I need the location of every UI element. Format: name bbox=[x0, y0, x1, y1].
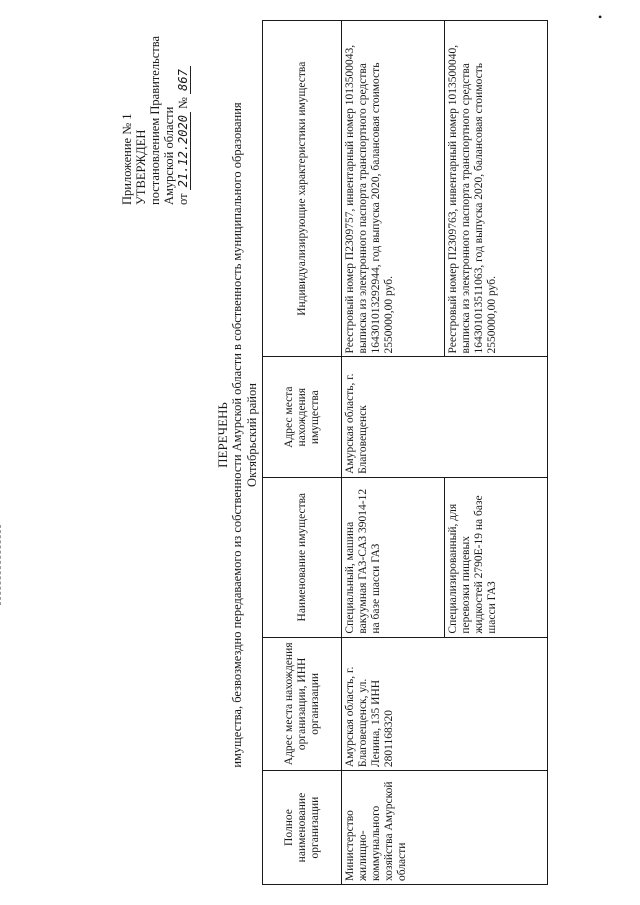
approval-line-2: УТВЕРЖДЕН bbox=[134, 129, 148, 205]
table-row bbox=[342, 21, 445, 885]
header-org-name: Полное наименование организации bbox=[263, 771, 342, 885]
number-prefix: № bbox=[176, 97, 190, 109]
scan-mark: • bbox=[598, 10, 603, 24]
approval-line-3: постановлением Правительства bbox=[148, 35, 162, 205]
title-line-1: имущества, безвозмездно передаваемого из собственности Амурской области в собственность муниципального образования bbox=[230, 102, 244, 768]
property-table-wrapper bbox=[262, 20, 548, 885]
approval-date-line bbox=[176, 5, 190, 205]
date-value: 21.12.2020 bbox=[176, 112, 191, 190]
cell-property-details: Реестровый номер П2309757, инвентарный номер 1013500043, выписка из электронного паспорта транспортного средства 164301013292944, год выпуска 2020, балансовая стоимость 2550000,00 руб. bbox=[342, 21, 445, 357]
header-property-name: Наименование имущества bbox=[263, 477, 342, 637]
cell-property-details: Реестровый номер П2309763, инвентарный номер 1013500040, выписка из электронного паспорта транспортного средства 164301013511063, год выпуска 2020, балансовая стоимость 2550000,00 руб. bbox=[445, 21, 548, 357]
approval-line-4: Амурской области bbox=[162, 106, 176, 205]
number-value: 867 bbox=[176, 66, 191, 94]
approval-line-1: Приложение № 1 bbox=[120, 113, 134, 205]
header-org-address: Адрес места нахождения организации, ИНН организации bbox=[263, 637, 342, 771]
date-prefix: от bbox=[176, 193, 190, 205]
cell-property-location: Амурская область, г. Благовещенск bbox=[342, 357, 548, 477]
title-heading: ПЕРЕЧЕНЬ bbox=[215, 402, 230, 468]
cell-property-name: Специализированный, для перевозки пищевых жидкостей 2790Е-19 на базе шасси ГАЗ bbox=[445, 477, 548, 637]
header-property-details: Индивидуализирующие характеристики имущества bbox=[263, 21, 342, 357]
document-title bbox=[215, 35, 260, 835]
scan-dash-line bbox=[0, 525, 1, 605]
property-table bbox=[262, 20, 548, 885]
cell-org-address: Амурская область, г. Благовещенск, ул. Ленина, 135 ИНН 2801168320 bbox=[342, 637, 548, 771]
title-line-2: Октябрьский район bbox=[245, 383, 259, 487]
table-header-row bbox=[263, 21, 342, 885]
approval-stamp bbox=[120, 5, 190, 205]
header-property-location: Адрес места нахождения имущества bbox=[263, 357, 342, 477]
cell-org-name: Министерство жилищно-коммунального хозяйства Амурской области bbox=[342, 771, 548, 885]
cell-property-name: Специальный, машина вакуумная ГАЗ-САЗ 39014-12 на базе шасси ГАЗ bbox=[342, 477, 445, 637]
